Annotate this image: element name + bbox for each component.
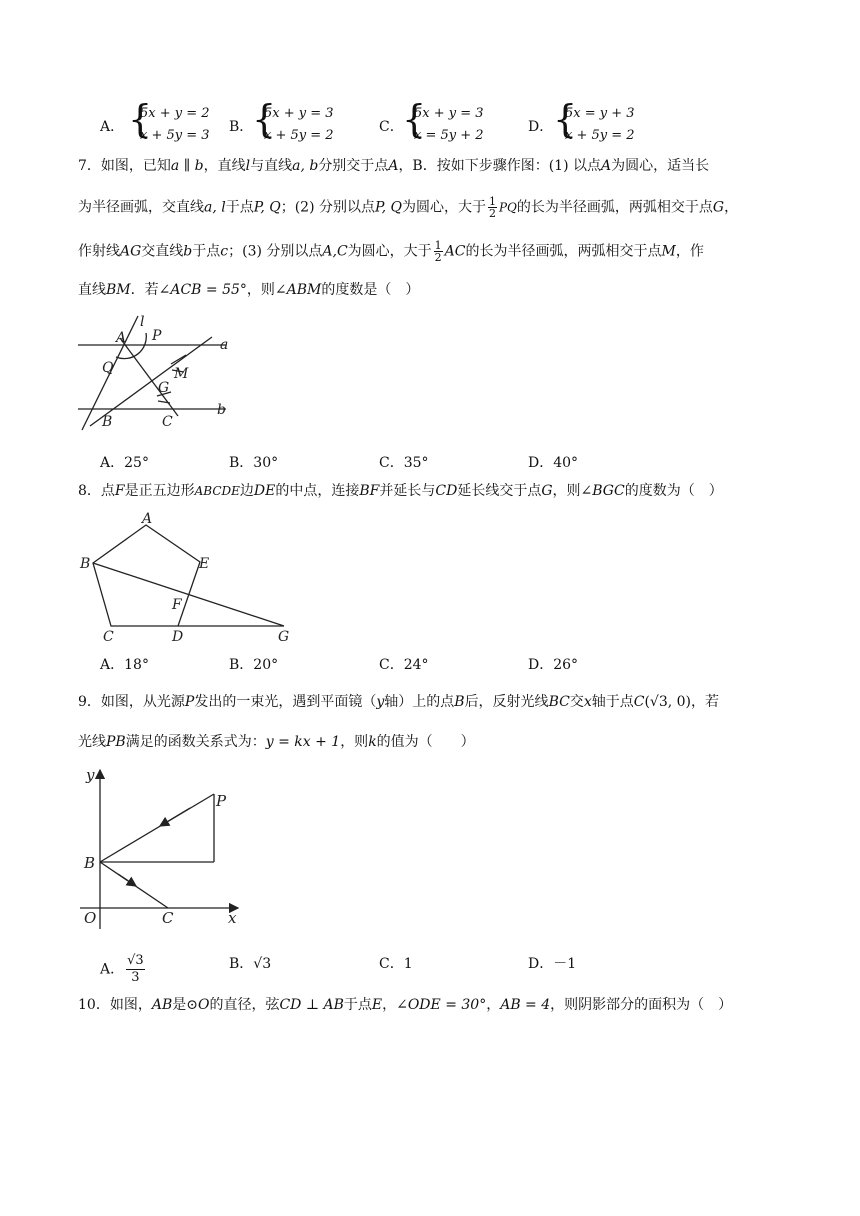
q7-line-4 [78, 280, 419, 300]
label-m: M [174, 366, 189, 382]
q7-option-a [100, 452, 149, 472]
q6-option-c [379, 116, 404, 136]
q9-line-2 [78, 732, 475, 752]
text: 轴于点 [591, 694, 634, 710]
text: 轴）上的点 [384, 694, 455, 710]
math: k [368, 734, 377, 750]
q9-figure [78, 764, 248, 934]
ray-pb-arrow [160, 808, 190, 826]
text: 分别交于点 [318, 158, 389, 174]
text: 为圆心，适当长 [611, 158, 710, 174]
math: a, b [292, 158, 319, 174]
equation: x + 5y = 2 [264, 128, 334, 143]
q7-option-b [229, 452, 278, 472]
text: ， [382, 997, 397, 1013]
text: 10．如图， [78, 997, 152, 1013]
option-value: 18° [124, 657, 149, 673]
label-a: A [142, 511, 153, 527]
text: ， [724, 199, 739, 216]
q9-option-b [229, 953, 271, 973]
text: ，则 [552, 483, 581, 499]
equation: 5x + y = 3 [414, 106, 484, 121]
math: ∠ACB = 55° [158, 282, 247, 298]
label-g: G [278, 629, 290, 645]
label-g: G [158, 380, 170, 396]
arc-mark-m1 [171, 355, 186, 364]
text: 7．如图，已知 [78, 158, 171, 174]
text: ，若 [691, 694, 720, 710]
math: c [220, 243, 229, 260]
q8-option-d [528, 654, 578, 674]
math: P, Q [253, 199, 281, 216]
text: 满足的函数关系式为： [125, 734, 266, 750]
q8-figure [76, 507, 296, 647]
text: 为圆心，大于 [401, 199, 486, 216]
text: 边 [239, 483, 254, 499]
option-value: 35° [403, 455, 429, 471]
math: O [197, 997, 210, 1013]
math: AC [444, 243, 466, 260]
math: PB [106, 734, 126, 750]
label-c: C [103, 629, 114, 645]
math: CD ⊥ AB [279, 997, 344, 1013]
q7-line-1 [78, 156, 709, 176]
label-p: P [216, 792, 227, 810]
fraction [488, 196, 497, 219]
brace-symbol: { [402, 97, 427, 141]
math: AB [151, 997, 173, 1013]
text: 于点 [225, 199, 254, 216]
math: G [712, 199, 725, 216]
math: A [388, 158, 399, 174]
text: 的度数是（ ） [321, 282, 420, 298]
math: b [183, 243, 193, 260]
math: BF [359, 483, 380, 499]
label-e: E [199, 556, 210, 572]
q9-option-d [528, 953, 576, 973]
option-value: 24° [403, 657, 429, 673]
q6-system-a [128, 97, 218, 148]
text: 是正五边形 [124, 483, 195, 499]
option-label: D． [528, 119, 554, 135]
ray-bc-arrow [118, 874, 136, 886]
equation: 5x = y + 3 [565, 106, 635, 121]
text: 的长为半径画弧，两弧相交于点 [465, 243, 662, 260]
q7-option-d [528, 452, 578, 472]
math: a ∥ b [170, 158, 204, 174]
denominator: 3 [131, 970, 140, 985]
q6-option-b [229, 116, 253, 136]
text: ；(2) 分别以点 [280, 199, 375, 216]
q8-option-c [379, 654, 429, 674]
text: 并延长与 [379, 483, 436, 499]
ray-pb [100, 794, 214, 862]
q8-line-1 [78, 481, 723, 501]
option-label: A． [100, 455, 125, 471]
label-c: C [162, 909, 174, 927]
q8-option-b [229, 654, 278, 674]
text: 的长为半径画弧，两弧相交于点 [516, 199, 713, 216]
option-label: C． [379, 119, 404, 135]
fraction [434, 240, 443, 263]
math: y [376, 694, 385, 710]
label-line-a: a [220, 337, 229, 353]
math: G [541, 483, 553, 499]
math: E [371, 997, 383, 1013]
q6-option-d [528, 116, 553, 136]
math: C [633, 694, 645, 710]
math: PQ [498, 200, 517, 215]
text: ，直线 [203, 158, 246, 174]
text: ；(3) 分别以点 [228, 243, 323, 260]
option-label: A． [100, 961, 125, 978]
label-a-point: A [116, 330, 127, 346]
option-label: D． [528, 956, 554, 972]
text: 直线 [78, 282, 106, 298]
equation: 5x + y = 2 [140, 106, 210, 121]
text: 为半径画弧，交直线 [78, 199, 204, 216]
option-label: D． [528, 657, 554, 673]
math: M [661, 243, 676, 260]
math: DE [253, 483, 276, 499]
text: 交直线 [141, 243, 184, 260]
pentagon-abcde [93, 525, 200, 626]
option-value: 30° [253, 455, 279, 471]
q6-system-b [252, 97, 342, 148]
fraction [126, 953, 145, 986]
option-value: 1 [403, 956, 413, 972]
label-f: F [172, 597, 182, 613]
option-label: A． [100, 657, 125, 673]
numerator: 1 [488, 195, 496, 208]
brace-symbol: { [553, 97, 578, 141]
label-q: Q [102, 360, 114, 376]
label-c: C [162, 414, 173, 430]
equation: x + 5y = 3 [140, 128, 210, 143]
option-label: C． [379, 657, 404, 673]
text: 8．点 [78, 483, 115, 499]
q6-option-a [100, 116, 124, 136]
math: CD [435, 483, 458, 499]
numerator: 1 [434, 239, 442, 252]
q8-option-a [100, 654, 149, 674]
q9-option-a [100, 953, 147, 986]
option-value: 26° [553, 657, 579, 673]
q7-option-c [379, 452, 429, 472]
option-value: －1 [553, 956, 577, 972]
math: BM [106, 282, 131, 298]
text: ，B．按如下步骤作图：(1) 以点 [398, 158, 602, 174]
option-label: B． [229, 455, 254, 471]
text: ， [486, 997, 501, 1013]
text: ．若 [130, 282, 159, 298]
text: 于点 [343, 997, 372, 1013]
label-p: P [152, 328, 162, 344]
option-label: B． [229, 657, 254, 673]
text: 后，反射光线 [464, 694, 549, 710]
math: ∠BGC [580, 483, 625, 499]
math: P [184, 694, 195, 710]
label-d: D [172, 629, 184, 645]
math: l [245, 158, 251, 174]
ray-ag [120, 338, 178, 416]
math: y = kx + 1 [265, 734, 341, 750]
option-value: 40° [553, 455, 579, 471]
math: P, Q [374, 199, 402, 216]
math: B [454, 694, 465, 710]
q6-system-c [402, 97, 492, 148]
math: A [601, 158, 612, 174]
math: F [114, 483, 125, 499]
q7-line-2 [78, 196, 738, 219]
q7-figure [76, 312, 246, 432]
equation: x + 5y = 2 [565, 128, 635, 143]
math: AG [120, 243, 142, 260]
label-b: B [84, 854, 96, 872]
q9-option-c [379, 953, 413, 973]
label-l: l [140, 314, 145, 330]
label-x: x [228, 909, 237, 927]
option-label: C． [379, 956, 404, 972]
text: ，则 [246, 282, 275, 298]
math: BC [548, 694, 570, 710]
math: a, l [204, 199, 226, 216]
brace-symbol: { [128, 97, 153, 141]
text: 于点 [192, 243, 221, 260]
math: ∠ABM [274, 282, 322, 298]
text: ，则阴影部分的面积为（ ） [550, 997, 733, 1013]
text: 的直径，弦 [209, 997, 280, 1013]
math: ∠ODE = 30° [396, 997, 487, 1013]
text: 发出的一束光，遇到平面镜（ [194, 694, 377, 710]
option-label: C． [379, 455, 404, 471]
text: 9．如图，从光源 [78, 694, 185, 710]
equation: x = 5y + 2 [414, 128, 484, 143]
option-label: D． [528, 455, 554, 471]
math: A,C [322, 243, 348, 260]
label-line-b: b [217, 402, 226, 418]
text: 的中点，连接 [275, 483, 360, 499]
text: 是⊙ [172, 997, 198, 1013]
text: 与直线 [250, 158, 293, 174]
option-value: 20° [253, 657, 279, 673]
q10-line-1 [78, 995, 732, 1015]
numerator: √3 [127, 953, 144, 968]
q6-system-d [553, 97, 643, 148]
label-y: y [86, 766, 95, 784]
label-b-point: B [102, 414, 113, 430]
label-b: B [80, 556, 91, 572]
option-label: B． [229, 956, 254, 972]
text: 作射线 [78, 243, 120, 260]
math: x [583, 694, 592, 710]
math: AB = 4 [500, 997, 551, 1013]
math: ABCDE [194, 484, 240, 498]
q7-line-3 [78, 240, 704, 263]
label-o: O [84, 909, 97, 927]
brace-symbol: { [252, 97, 277, 141]
math: (√3, 0) [644, 694, 692, 710]
denominator: 2 [434, 251, 442, 264]
text: ，作 [675, 243, 704, 260]
text: 的度数为（ ） [624, 483, 723, 499]
text: 的值为（ ） [376, 734, 475, 750]
line-bg [93, 563, 284, 626]
line-bm [90, 337, 212, 426]
text: 交 [569, 694, 584, 710]
text: 光线 [78, 734, 106, 750]
text: ，则 [340, 734, 369, 750]
option-label: B． [229, 119, 254, 135]
equation: 5x + y = 3 [264, 106, 334, 121]
text: 为圆心，大于 [347, 243, 432, 260]
denominator: 2 [488, 207, 496, 220]
option-value: √3 [253, 956, 272, 972]
option-value: 25° [124, 455, 149, 471]
text: 延长线交于点 [457, 483, 542, 499]
option-label: A． [100, 119, 125, 135]
q9-line-1 [78, 692, 719, 712]
